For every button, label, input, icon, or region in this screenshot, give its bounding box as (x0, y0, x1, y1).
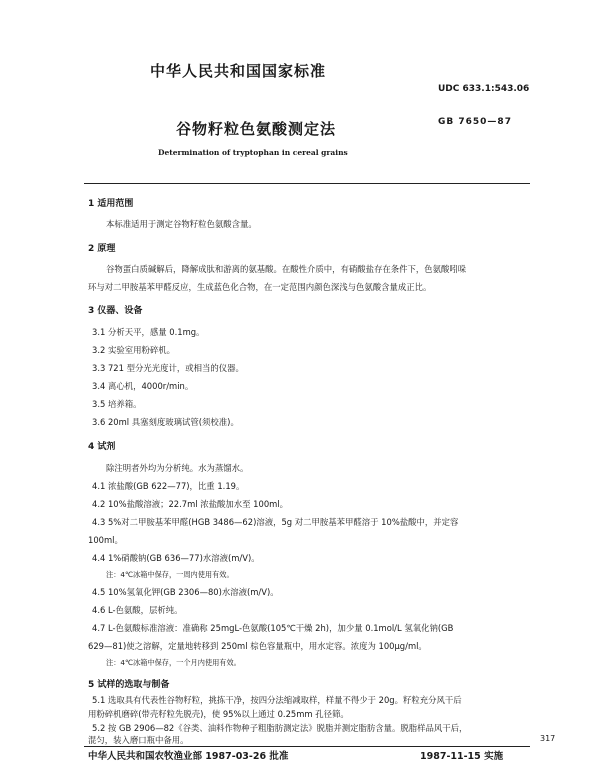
section-4-item: 4.4 1%硝酸钠(GB 636—77)水溶液(m/V)。 (92, 553, 260, 563)
section-3-item: 3.3 721 型分光光度计，或相当的仪器。 (92, 363, 244, 373)
section-3-item: 3.6 20ml 具塞刻度玻璃试管(须校准)。 (92, 417, 239, 427)
udc-code: UDC 633.1:543.06 (438, 84, 530, 94)
section-2-line-2: 环与对二甲胺基苯甲醛反应，生成蓝色化合物，在一定范围内颜色深浅与色氨酸含量成正比。 (88, 282, 432, 292)
section-4-item: 4.3 5%对二甲胺基苯甲醛(HGB 3486—62)溶液，5g 对二甲胺基苯甲醛溶于 10%盐酸中，并定容 (92, 517, 459, 527)
implementation-date: 1987-11-15 实施 (420, 751, 504, 762)
section-4-item-cont: 100ml。 (88, 535, 123, 545)
section-4-intro: 除注明者外均为分析纯。水为蒸馏水。 (106, 463, 249, 473)
section-1-heading: 1 适用范围 (88, 199, 134, 209)
section-5-item: 5.2 按 GB 2906—82《谷类、油料作物种子粗脂肪测定法》脱脂并测定脂肪含量。脱脂样品风干后， (92, 723, 468, 733)
section-4-note: 注：4℃冰箱中保存，一周内使用有效。 (106, 570, 234, 579)
section-4-item: 4.5 10%氢氧化钾(GB 2306—80)水溶液(m/V)。 (92, 587, 279, 597)
section-3-heading: 3 仪器、设备 (88, 306, 143, 316)
footer-divider (84, 746, 530, 747)
section-4-note: 注：4℃冰箱中保存，一个月内使用有效。 (106, 658, 241, 667)
section-3-item: 3.2 实验室用粉碎机。 (92, 345, 175, 355)
section-3-item: 3.5 培养箱。 (92, 399, 142, 409)
header-divider (84, 183, 530, 184)
section-1-text: 本标准适用于测定谷物籽粒色氨酸含量。 (106, 219, 257, 229)
section-4-item: 4.1 浓盐酸(GB 622—77)，比重 1.19。 (92, 481, 245, 491)
gb-number: GB 7650—87 (438, 117, 512, 127)
approval-line: 中华人民共和国农牧渔业部 1987-03-26 批准 (88, 751, 289, 762)
section-5-item-cont: 混匀，装入磨口瓶中备用。 (88, 735, 189, 745)
page-number: 317 (540, 734, 556, 743)
section-5-item-cont: 用粉碎机磨碎(带壳籽粒先脱壳)，使 95%以上通过 0.25mm 孔径筛。 (88, 709, 349, 719)
section-4-item: 4.7 L-色氨酸标准溶液：准确称 25mgL-色氨酸(105℃干燥 2h)，加少量 0.1mol/L 氢氧化钠(GB (92, 623, 454, 633)
section-4-item: 4.6 L-色氨酸，层析纯。 (92, 605, 183, 615)
section-5-item: 5.1 选取具有代表性谷物籽粒，挑拣干净，按四分法缩减取样，样量不得少于 20g。籽粒充分风干后 (92, 695, 462, 705)
section-3-item: 3.4 离心机，4000r/min。 (92, 381, 194, 391)
section-4-heading: 4 试剂 (88, 442, 116, 452)
english-title: Determination of tryptophan in cereal grains (158, 148, 348, 157)
standard-title: 中华人民共和国国家标准 (150, 62, 327, 80)
section-2-heading: 2 原理 (88, 244, 116, 254)
document-title: 谷物籽粒色氨酸测定法 (176, 120, 337, 138)
section-2-line-1: 谷物蛋白质碱解后，降解成肽和游离的氨基酸。在酸性介质中，有硝酸盐存在条件下，色氨酸吲哚 (106, 264, 467, 274)
section-5-heading: 5 试样的选取与制备 (88, 680, 170, 690)
section-4-item-cont: 629—81)使之溶解，定量地转移到 250ml 棕色容量瓶中，用水定容。浓度为 100μg/ml。 (88, 641, 427, 651)
section-4-item: 4.2 10%盐酸溶液；22.7ml 浓盐酸加水至 100ml。 (92, 499, 289, 509)
section-3-item: 3.1 分析天平，感量 0.1mg。 (92, 327, 205, 337)
